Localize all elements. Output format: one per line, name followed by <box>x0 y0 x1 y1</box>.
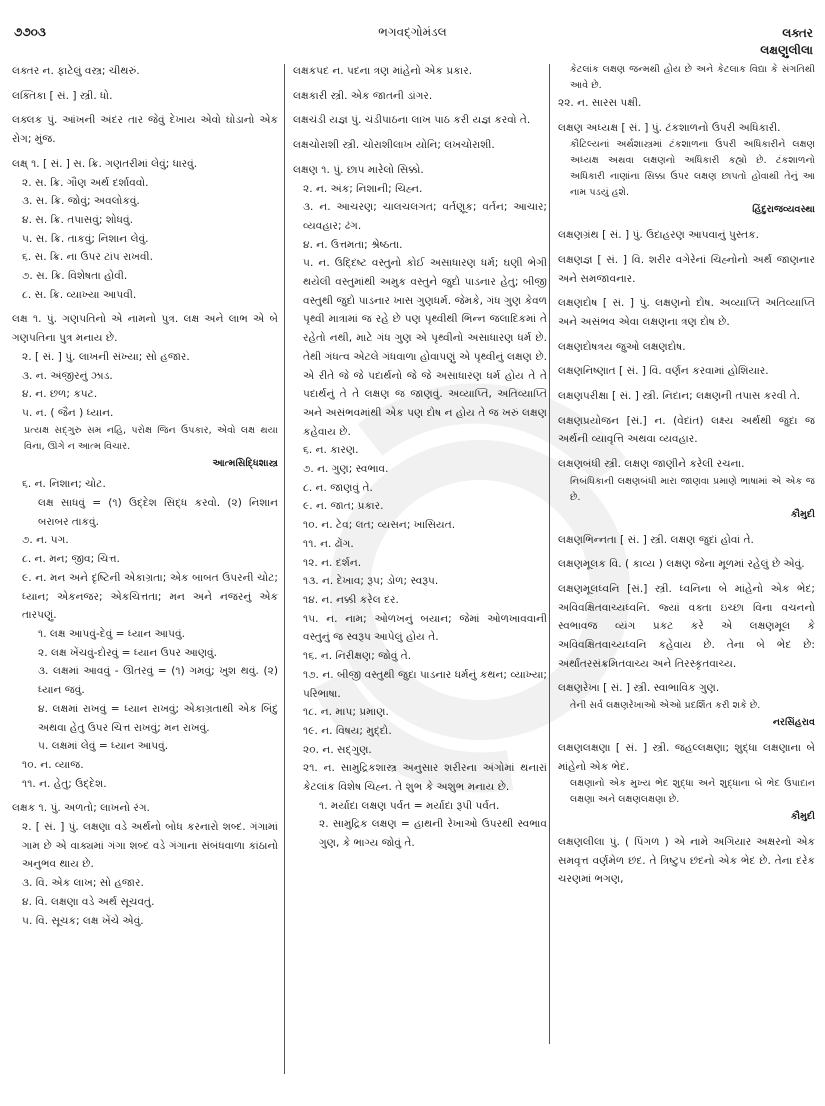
dictionary-entry: લક્ષણજ્ઞ [ સં. ] વિ. શરીર વગેરેનાં ચિહ્નોનો અર્થ જાણનાર અને સમજાવનાર. <box>558 253 815 285</box>
dictionary-entry: લક્ષણપરીક્ષા [ સં. ] સ્ત્રી. નિદાન; લક્ષણની તપાસ કરવી તે. <box>558 390 801 403</box>
citation-source: આત્મસિદ્ધિશાસ્ત્ર <box>212 457 278 469</box>
entry-phrase: ૩. લક્ષમાં આવવું - ઊતરવું = (૧) ગમવું; ખુશ થવું. (૨) ધ્યાન જવું. <box>38 665 278 697</box>
dictionary-entry: લક્લક પું. આંખની અંદર તાર જેવું દેખાય એવો ઘોડાનો એક રોગ; મુંજ. <box>12 114 278 146</box>
entry-sense: ૪. વિ. લક્ષણા વડે અર્થ સૂચવતું. <box>22 895 155 908</box>
entry-sense: ૭. ન. પગ. <box>22 534 69 547</box>
entry-sense: ૭. ન. ગુણ; સ્વભાવ. <box>303 463 389 476</box>
column-right <box>558 62 815 895</box>
guide-word-first: લક્તર <box>782 26 813 40</box>
column-divider <box>549 64 550 1044</box>
entry-sense: ૭. સ. ક્રિ. વિશેષતા હોવી. <box>22 270 128 283</box>
dictionary-entry <box>558 455 815 524</box>
page-title: ભગવદ્ગોમંડલ <box>378 25 447 39</box>
dictionary-entry <box>12 799 278 930</box>
dictionary-entry: લક્ષણદોષ [ સં. ] પું. લક્ષણનો દોષ. અવ્યાપ્તિ અતિવ્યાપ્તિ અને અસંભવ એવા લક્ષણના ત્રણ દોષ છે. <box>558 297 815 328</box>
dictionary-entry <box>558 739 815 827</box>
entry-sense: ૩. ન. અંજીરનું ઝાડ. <box>22 369 113 382</box>
dictionary-entry: લક્ષકપદ ન. પદના ત્રણ માંહેનો એક પ્રકાર. <box>293 65 473 77</box>
column-middle <box>293 62 547 859</box>
dictionary-entry: લક્ષણભિન્નતા [ સં. ] સ્ત્રી. લક્ષણ જુદાં હોવાં તે. <box>558 533 754 546</box>
entry-sense: ૧૮. ન. માપ; પ્રમાણ. <box>303 706 389 719</box>
dictionary-entry: લક્ષકારી સ્ત્રી. એક જાતની ડાંગર. <box>293 89 433 102</box>
citation-source: હિંદુરાજવ્યવસ્થા <box>752 204 815 216</box>
entry-phrase: ૧. લક્ષ આપવું-દેવું = ધ્યાન આપવું. <box>38 627 185 640</box>
entry-phrase: ૨. લક્ષ ખેંચવું-દોરવું = ધ્યાન ઉપર આણવું. <box>38 646 218 659</box>
entry-phrase: ૫. લક્ષમાં લેવું = ધ્યાન આપવું. <box>38 740 169 753</box>
dictionary-entry <box>293 161 547 853</box>
dictionary-entry: લક્ષણમૂલધ્વનિ [સં.] સ્ત્રી. ધ્વનિના બે માંહેનો એક ભેદ; અવિવક્ષિતવાચ્યધ્વનિ. જ્યાં વક્તા ઇચ્છા વિના વચનનો સ્વભાવજ વ્યંગ પ્રકટ કરે એ લક્ષણમૂલ કે અવિવક્ષિતવાચ્યધ્વનિ કહેવાય છે. તેના બે ભેદ છે: અર્થાંતરસંક્રમિતવાચ્ય અને તિરસ્કૃતવાચ્ય. <box>558 582 815 670</box>
entry-sense: ૨. [ સં. ] પું. લાખની સંખ્યા; સો હજાર. <box>22 350 190 363</box>
entry-sense: લક્ષ ૧. પું. ગણપતિનો એ નામનો પુત્ર. લક્ષ અને લાભ એ બે ગણપતિના પુત્ર મનાય છે. <box>12 313 278 345</box>
dictionary-entry <box>558 679 815 732</box>
entry-sense: ૧૪. ન. નક્કી કરેલ દર. <box>303 593 399 606</box>
entry-sense: ૯. ન. મન અને દૃષ્ટિની એકાગ્રતા; એક બાબત ઉપરની ચોટ; ધ્યાન; એકનજર; એકચિત્તતા; મન અને નજરનું એક તારપણું. <box>22 571 278 622</box>
entry-sense: ૫. સ. ક્રિ. તાકવું; નિશાન લેવું. <box>22 232 149 245</box>
citation-quote: તેની સર્વ લક્ષણરેખાઓ એઓ પ્રદર્શિત કરી શકે છે. <box>570 700 761 712</box>
entry-sense: ૩. સ. ક્રિ. જોવું; અવલોકવું. <box>22 195 140 208</box>
entry-sense: ૧૫. ન. નામ; ઓળખનું બયાન; જેમાં ઓળખાવવાની વસ્તુનું જ સ્વરૂપ આપેલું હોય તે. <box>303 612 547 644</box>
entry-headword-line: લક્ષણલક્ષણા [ સં. ] સ્ત્રી. જહલ્લક્ષણા; શુદ્ધા લક્ષણાના બે માંહેનો એક ભેદ. <box>558 741 815 773</box>
entry-sense: ૧૬. ન. નિરીક્ષણ; જોવું તે. <box>303 650 412 663</box>
column-left <box>12 62 278 936</box>
dictionary-entry: લક્ષચંડી યજ્ઞ પું. ચંડીપાઠના લાખ પાઠ કરી યજ્ઞ કરવો તે. <box>293 114 531 127</box>
column-divider <box>284 64 285 1074</box>
entry-sense: ૯. ન. જાત; પ્રકાર. <box>303 500 384 513</box>
dictionary-entry <box>12 310 278 793</box>
entry-sense: ૬. ન. નિશાન; ચોટ. <box>22 478 106 491</box>
dictionary-entry: લક્ષચોરાશી સ્ત્રી. ચોરાશીલાખ યોનિ; લખચોરાશી. <box>293 139 495 152</box>
dictionary-entry: લક્ષણમૂલક વિ. ( કાવ્ય ) લક્ષણ જેના મૂળમાં રહેલું છે એવું. <box>558 558 805 571</box>
entry-sense: ૪. સ. ક્રિ. તપાસવું; શોધવું. <box>22 213 133 226</box>
entry-sense: ૫. ન. ઉદ્દિષ્ટ વસ્તુનો કોઈ અસાધારણ ધર્મ; ઘણી ભેગી થયેલી વસ્તુમાંથી અમુક વસ્તુને જુદો પાડનાર હેતુ; બીજી વસ્તુથી જુદો પાડનાર ખાસ ગુણધર્મ. જેમકે, ગંધ ગુણ કેવળ પૃથ્વી માત્રામાં જ રહે છે પણ પૃથ્વીથી ભિન્ન જલાદિકમાં તે રહેતો નથી, માટે ગંધ ગુણ એ પૃથ્વીનો અસાધારણ ધર્મ છે. તેથી ગંધત્વ એટલે ગંધવાળા હોવાપણું એ પૃથ્વીનું લક્ષણ છે. એ રીતે જે જે પદાર્થનો જે જે અસાધારણ ધર્મ હોય તે તે પદાર્થનું તે તે લક્ષણ જ જાણવું. અવ્યાપ્તિ, અતિવ્યાપ્તિ અને અસંભવમાંથી એક પણ દોષ ન હોય તે જ ખરું લક્ષણ કહેવાય છે. <box>303 257 547 438</box>
entry-phrase: ૧. મર્યાદા લક્ષણ પર્વત = મર્યાદા રૂપી પર્વત. <box>319 799 500 812</box>
entry-sense: ૩. વિ. એક લાખ; સો હજાર. <box>22 877 144 890</box>
entry-phrase: ૨. સામુદ્રિક લક્ષણ = હાથની રેખાઓ ઉપરથી સ્વભાવ ગુણ, કે ભાગ્ય જોવું તે. <box>319 818 547 850</box>
entry-phrase: લક્ષ સાધવું = (૧) ઉદ્દેશ સિદ્ધ કરવો. (૨) નિશાન બરાબર તાકવું. <box>38 497 278 528</box>
entry-sense: ૨. ન. અંક; નિશાની; ચિહ્ન. <box>303 182 423 195</box>
citation-quote: લક્ષણાનો એક મુખ્ય ભેદ શુદ્ધા અને શુદ્ધાના બે ભેદ ઉપાદાન લક્ષણા અને લક્ષણલક્ષણા છે. <box>570 778 815 806</box>
entry-sense: ૬. ન. કારણ. <box>303 444 359 457</box>
entry-sense: ૧૩. ન. દેખાવ; રૂપ; ડોળ; સ્વરૂપ. <box>303 575 439 588</box>
entry-sense: ૧૦. ન. વ્યાજ. <box>22 758 84 771</box>
entry-sense: ૬. સ. ક્રિ. ના ઉપર ટાંપ રાખવી. <box>22 251 153 264</box>
entry-sense: લક્ષક ૧. પું. અળતો; લાખનો રંગ. <box>12 802 150 815</box>
dictionary-entry: લક્તર ન. ફાટેલું વસ્ત્ર; ચીથરું. <box>12 65 140 77</box>
entry-sense: ૧૭. ન. બીજી વસ્તુથી જુદા પાડનાર ધર્મનું કથન; વ્યાખ્યા; પરિભાષા. <box>303 668 547 700</box>
guide-word-last: લક્ષણુલીલા <box>760 43 813 57</box>
entry-sense: ૧૦. ન. ટેવ; લત; વ્યસન; ખાસિયત. <box>303 519 456 532</box>
citation-quote: નિબંધિકાની લક્ષણબંધી મારા જાણવા પ્રમાણે ભાષામાં એ એક જ છે. <box>570 475 815 503</box>
entry-sense: ૪. ન. ઉત્તમતા; શ્રેષ્ઠતા. <box>303 238 403 251</box>
citation-quote: કેટલાંક લક્ષણ જન્મથી હોય છે અને કેટલાક વિદ્યા કે સંગતિથી આવે છે. <box>570 64 815 91</box>
entry-sense: ૮. ન. જાણવું તે. <box>303 481 373 494</box>
entry-sense: ૮. ન. મન; જીવ; ચિત્ત. <box>22 553 120 566</box>
citation-quote: પ્રત્યક્ષ સદ્ગુરુ સમ નહિ, પરોક્ષ જિન ઉપકાર, એવો લક્ષ થયા વિના, ઊગે ન આત્મ વિચાર. <box>24 424 278 452</box>
entry-headword-line: લક્ષણરેખા [ સં. ] સ્ત્રી. સ્વાભાવિક ગુણ. <box>558 682 720 695</box>
entry-sense: ૨. સ. ક્રિ. ગૌણ અર્થ દર્શાવવો. <box>22 176 149 189</box>
dictionary-entry: લક્ષણપ્રયોજન [સં.] ન. (વેદાંત) લક્ષ્ય અર્થથી જુદા જ અર્થની વ્યાવૃત્તિ અથવા વ્યવહાર. <box>558 414 815 446</box>
entry-sense: ૨૨. ન. સારસ પક્ષી. <box>558 97 642 109</box>
entry-sense: ૪. ન. છળ; કપટ. <box>22 388 98 401</box>
dictionary-entry <box>558 119 815 220</box>
citation-source: નરસિંહરાવ <box>772 717 815 729</box>
citation-quote: કૌટિલ્યનાં અર્થશાસ્ત્રમાં ટંકશાળના ઉપરી અધિકારીને લક્ષણ અધ્યક્ષ અથવા લક્ષણનો અધિકારી કહ્યો છે. ટંકશાળનો અધિકારી નાણાંના સિક્કા ઉપર લક્ષણ છાપતો હોવાથી તેનું આ નામ પડયું હશે. <box>570 139 815 199</box>
entry-sense: ૫. વિ. સૂચક; લક્ષ ખેંચે એવું. <box>22 914 144 927</box>
entry-sense: ૨૧. ન. સામુદ્રિકશાસ્ત્ર અનુસાર શરીરના અંગોમાં થનારાં કેટલાંક વિશેષ ચિહ્ન. તે શુભ કે અશુભ મનાય છે. <box>303 762 547 794</box>
dictionary-entry: લક્ષણગ્રંથ [ સં. ] પું. ઉદાહરણ આપવાનું પુસ્તક. <box>558 229 760 242</box>
entry-phrase: ૪. લક્ષમાં રાખવું = ધ્યાન રાખવું; એકાગ્રતાથી એક બિંદુ અથવા હેતુ ઉપર ચિત્ત રાખવું; મન રાખવું. <box>38 702 278 734</box>
entry-sense: ૩. ન. આચરણ; ચાલચલગત; વર્તણૂક; વર્તન; આચાર; વ્યવહાર; ઢંગ. <box>303 201 547 232</box>
guide-words <box>760 25 813 59</box>
entry-sense: ૨૦. ન. સદ્ગુણ. <box>303 743 372 756</box>
entry-sense: લક્ષણ ૧. પું. છાપ મારેલો સિક્કો. <box>293 163 424 176</box>
entry-sense: ૧૯. ન. વિષય; મુદ્દો. <box>303 724 392 737</box>
dictionary-columns <box>0 62 825 1102</box>
entry-sense: લક્ષ્ ૧. [ સં. ] સ. ક્રિ. ગણતરીમાં લેવું; ધારવું. <box>12 157 198 170</box>
entry-headword-line: લક્ષણબંધી સ્ત્રી. લક્ષણ જાણીને કરેલી રચના. <box>558 458 745 471</box>
page-number: ૭૭૦૩ <box>14 25 46 39</box>
entry-sense: ૧૨. ન. દર્શન. <box>303 556 362 569</box>
entry-headword-line: લક્ષણ અધ્યક્ષ [ સં. ] પું. ટંકશાળનો ઉપરી અધિકારી. <box>558 121 781 134</box>
entry-sense: ૧૧. ન. હેતુ; ઉદ્દેશ. <box>22 777 107 790</box>
dictionary-entry: લક્ષણનિષ્ણાત [ સં. ] વિ. વર્ણન કરવામાં હોશિયાર. <box>558 365 769 378</box>
entry-sense: ૧૧. ન. ઢોંગ. <box>303 537 354 550</box>
dictionary-entry: લક્ષણલીલા પું. ( પિંગળ ) એ નામે અગિયાર અક્ષરનો એક સમવૃત્ત વર્ણમેળ છંદ. તે ત્રિષ્ટુપ છંદનો એક ભેદ છે. તેના દરેક ચરણમાં ભગણ, <box>558 835 815 886</box>
dictionary-entry <box>12 155 278 305</box>
entry-sense: ૫. ન. ( જૈન ) ધ્યાન. <box>22 406 114 419</box>
entry-sense: ૮. સ. ક્રિ. વ્યાખ્યા આપવી. <box>22 288 137 301</box>
page-header <box>0 0 825 60</box>
dictionary-entry: લક્ષણદોષત્રય જુઓ લક્ષણદોષ. <box>558 340 686 353</box>
citation-source: કૌમુદી <box>790 508 815 520</box>
dictionary-entry: લક્તિકા [ સં. ] સ્ત્રી. ધો. <box>12 89 113 102</box>
entry-sense: ૨. [ સં. ] પું. લક્ષણા વડે અર્થનો બોધ કરનારો શબ્દ. ગંગામાં ગામ છે એ વાક્યમાં ગંગા શબ્દ વડે ગંગાના સંબંધવાળા કાંઠાનો અનુભવ થાય છે. <box>22 821 278 871</box>
citation-source: કૌમુદી <box>790 811 815 823</box>
